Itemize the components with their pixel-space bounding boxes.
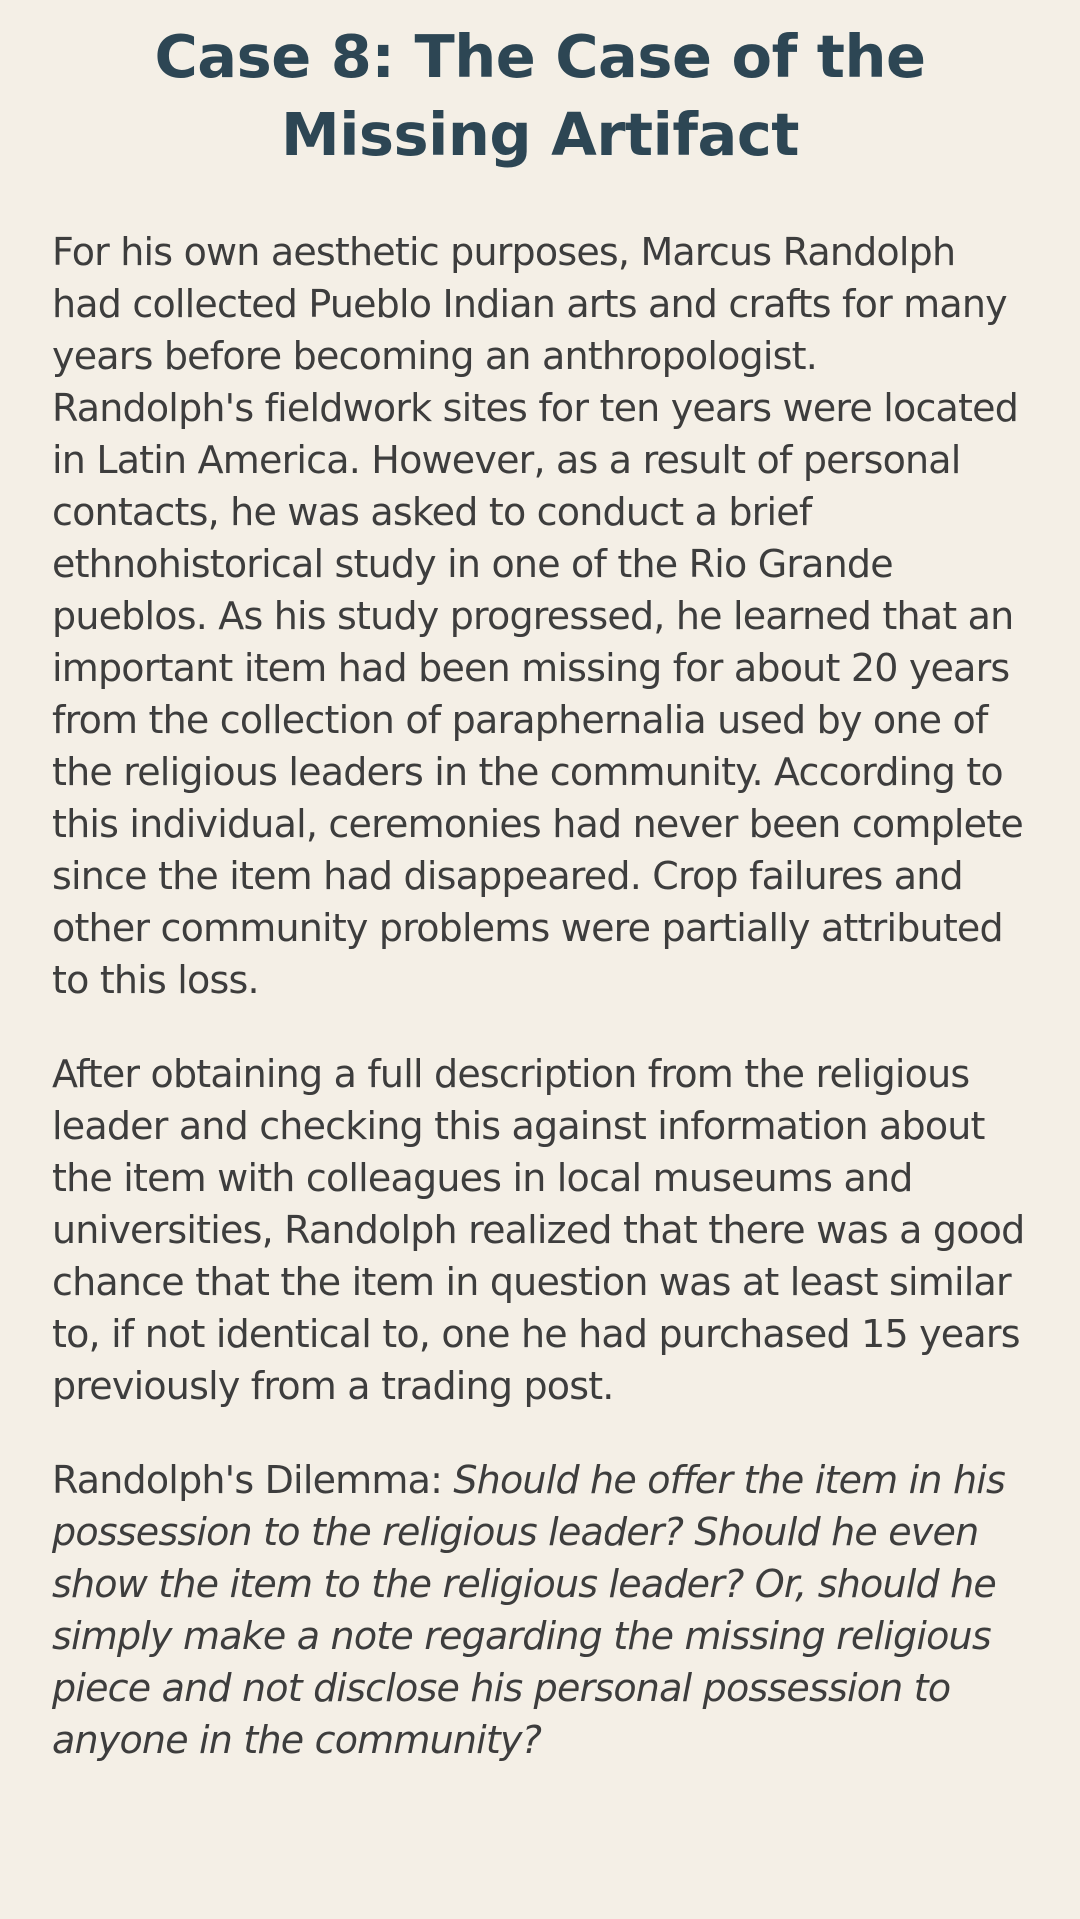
case-paragraph-discovery: After obtaining a full description from the religious leader and checking this against information about the item with colleagues in local museums and universities, Randolph realized that there was a good chance that the item in question was at least similar to, if not identical to, one he had purchased 15 years previously from a trading post. [52,1052,1025,1408]
case-title: Case 8: The Case of the Missing Artifact [154,22,926,169]
case-dilemma [52,1454,1028,1766]
case-paragraph-background: For his own aesthetic purposes, Marcus Randolph had collected Pueblo Indian arts and crafts for many years before becoming an anthropologist. Randolph's fieldwork sites for ten years were located in Latin America. However, as a result of personal contacts, he was asked to conduct a brief ethnohistorical study in one of the Rio Grande pueblos. As his study progressed, he learned that an important item had been missing for about 20 years from the collection of paraphernalia used by one of the religious leaders in the community. According to this individual, ceremonies had never been complete since the item had disappeared. Crop failures and other community problems were partially attributed to this loss. [52,230,1023,1002]
dilemma-question: Should he offer the item in his possession to the religious leader? Should he even show the item to the religious leader? Or, should he simply make a note regarding the missing religious piece and not disclose his personal possession to anyone in the community? [52,1458,1006,1762]
dilemma-label: Randolph's Dilemma: [52,1458,454,1502]
